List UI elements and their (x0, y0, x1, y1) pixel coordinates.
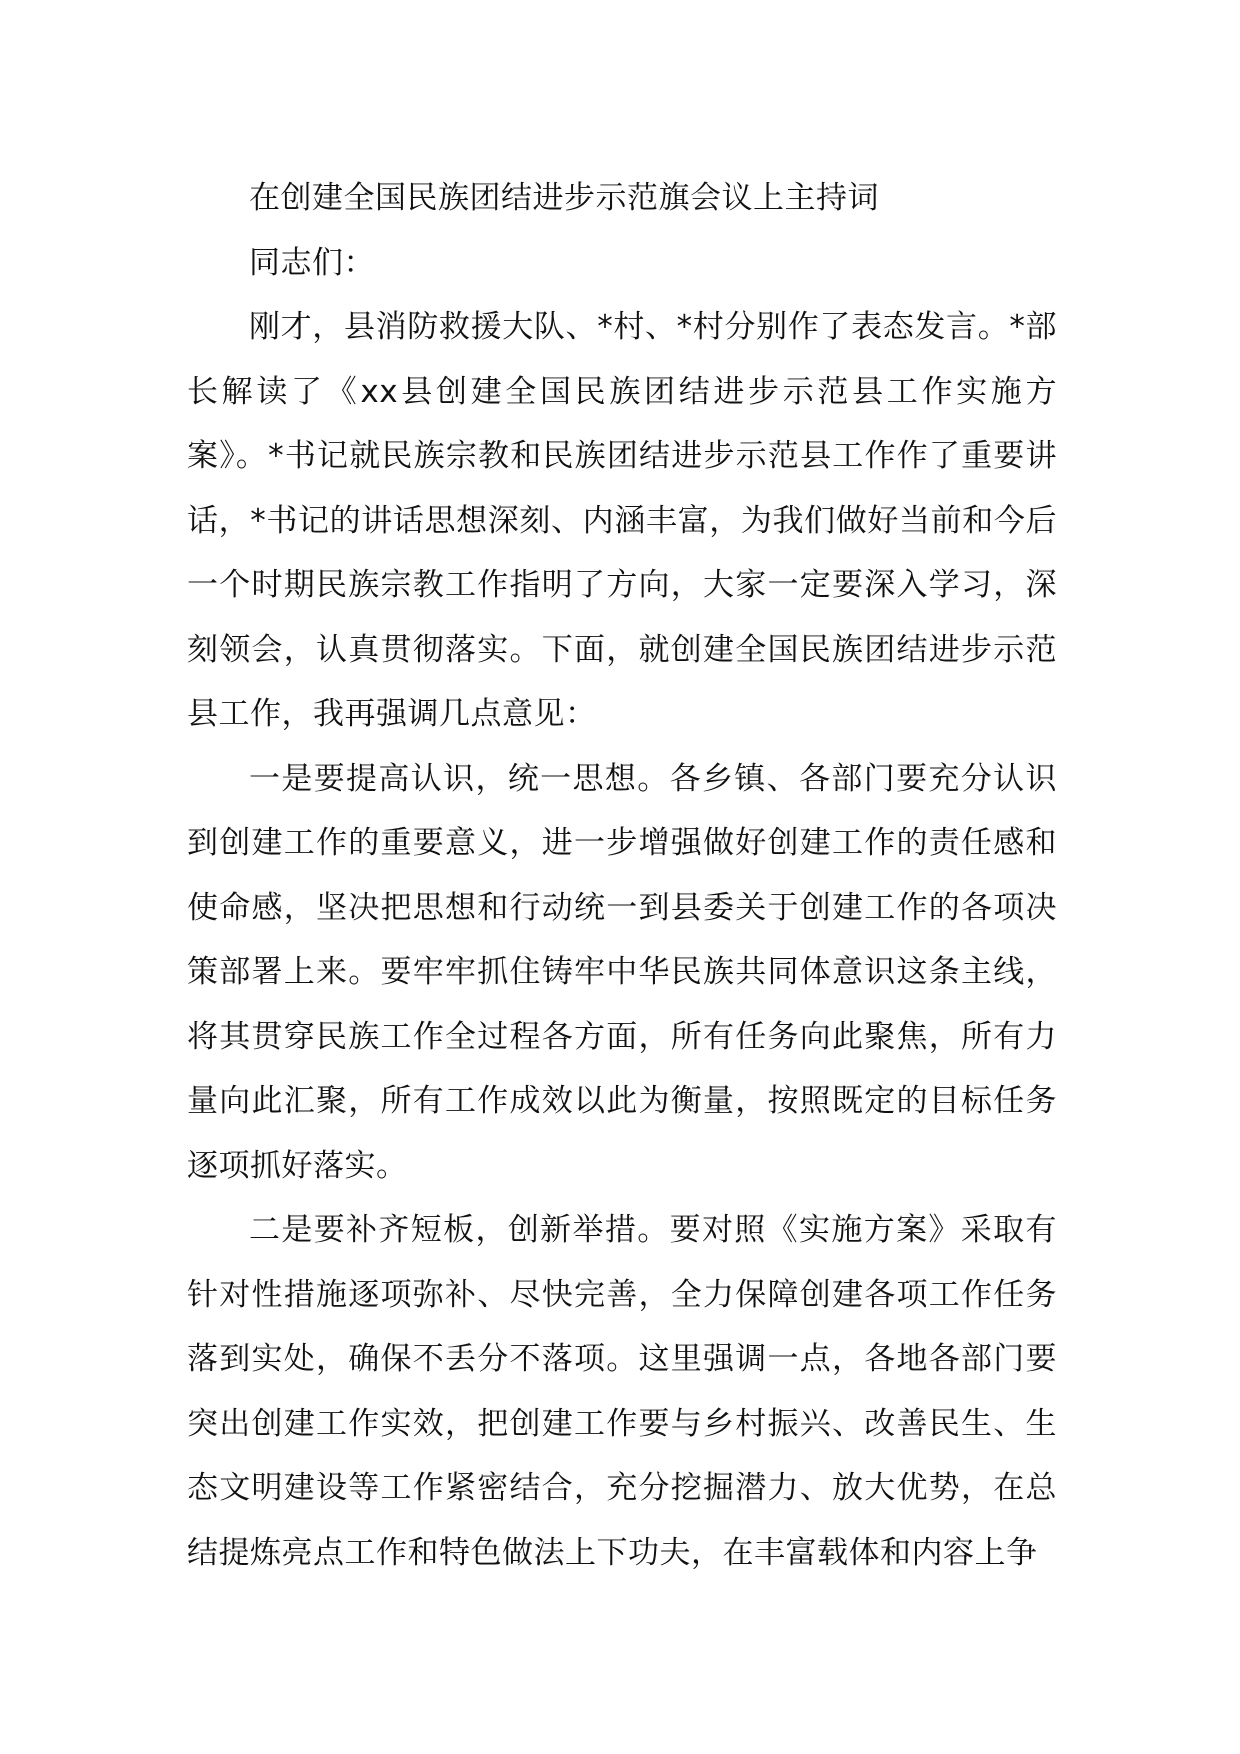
paragraph-opening: 刚才，县消防救援大队、*村、*村分别作了表态发言。*部长解读了《xx县创建全国民族团结进步示范县工作实施方案》。*书记就民族宗教和民族团结进步示范县工作作了重要讲话，*书记的讲话思想深刻、内涵丰富，为我们做好当前和今后一个时期民族宗教工作指明了方向，大家一定要深入学习，深刻领会，认真贯彻落实。下面，就创建全国民族团结进步示范县工作，我再强调几点意见： (187, 309, 1057, 732)
document-title: 在创建全国民族团结进步示范旗会议上主持词 (249, 180, 879, 216)
paragraph-point-one: 一是要提高认识，统一思想。各乡镇、各部门要充分认识到创建工作的重要意义，进一步增强做好创建工作的责任感和使命感，坚决把思想和行动统一到县委关于创建工作的各项决策部署上来。要牢牢抓住铸牢中华民族共同体意识这条主线，将其贯穿民族工作全过程各方面，所有任务向此聚焦，所有力量向此汇聚，所有工作成效以此为衡量，按照既定的目标任务逐项抓好落实。 (187, 760, 1057, 1184)
document-body (187, 166, 1057, 1585)
paragraph-point-two: 二是要补齐短板，创新举措。要对照《实施方案》采取有针对性措施逐项弥补、尽快完善，全力保障创建各项工作任务落到实处，确保不丢分不落项。这里强调一点，各地各部门要突出创建工作实效，把创建工作要与乡村振兴、改善民生、生态文明建设等工作紧密结合，充分挖掘潜力、放大优势，在总结提炼亮点工作和特色做法上下功夫，在丰富载体和内容上争 (187, 1212, 1057, 1571)
salutation: 同志们： (249, 244, 375, 281)
